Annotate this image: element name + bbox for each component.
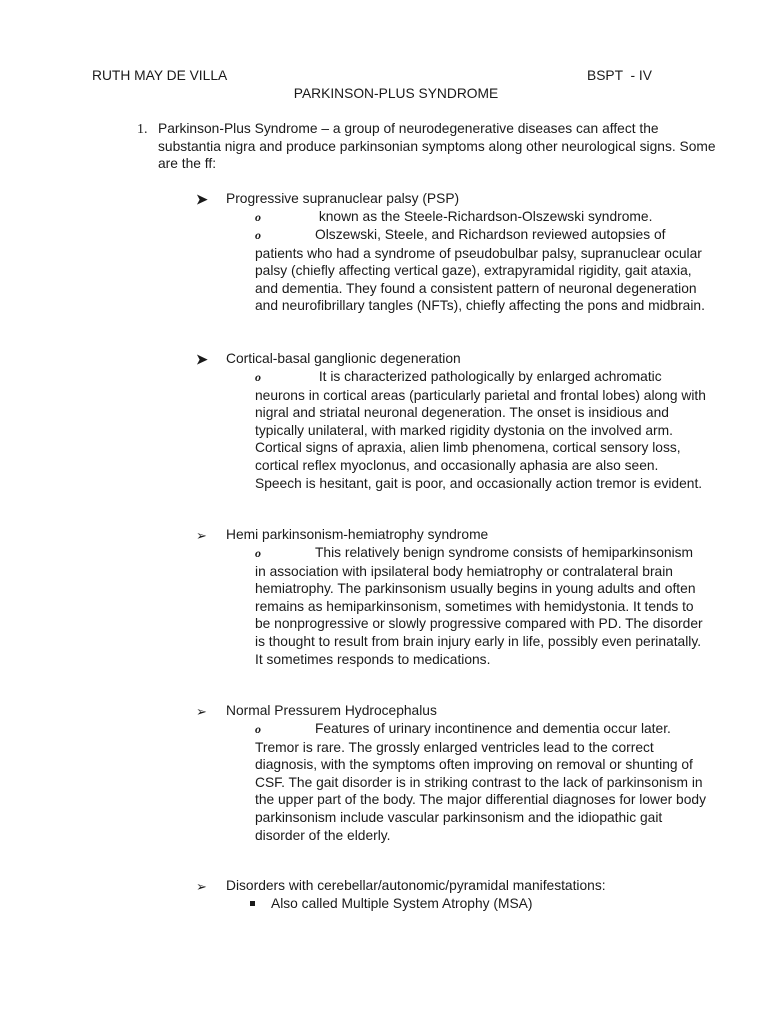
section-paragraph: [255, 544, 707, 668]
section-title-cbgd: Cortical-basal ganglionic degeneration: [226, 351, 461, 366]
paragraph-text: known as the Steele-Richardson-Olszewski syndrome.: [315, 209, 653, 224]
circle-bullet-icon: o: [255, 722, 261, 736]
arrow-bullet-icon: ➤: [196, 351, 208, 367]
section-paragraph: [255, 208, 707, 227]
circle-bullet-icon: o: [255, 228, 261, 242]
section-title-msa: Disorders with cerebellar/autonomic/pyramidal manifestations:: [226, 878, 606, 893]
course-label: BSPT - IV: [587, 68, 652, 83]
paragraph-text: It is characterized pathologically by enlarged achromatic neurons in cortical areas (particularly parietal and frontal lobes) along with nigral and striatal neuronal degeneration. The onset is insidious and typically unilateral, with marked rigidity dystonia on the involved arm. Cortical signs of apraxia, alien limb phenomena, cortical sensory loss, cortical reflex myoclonus, and occasionally aphasia are also seen. Speech is hesitant, gait is poor, and occasionally action tremor is evident.: [255, 369, 706, 491]
sub-bullet-text: Also called Multiple System Atrophy (MSA): [271, 896, 533, 911]
circle-bullet-icon: o: [255, 210, 261, 224]
paragraph-text: This relatively benign syndrome consists of hemiparkinsonism in association with ipsilateral body hemiatrophy or contralateral brain hemiatrophy. The parkinsonism usually begins in young adults and often remains as hemiparkinsonism, sometimes with hemidystonia. It tends to be nonprogressive or slowly progressive compared with PD. The disorder is thought to result from brain injury early in life, possibly even perinatally. It sometimes responds to medications.: [255, 545, 703, 667]
section-title-hemi: Hemi parkinsonism-hemiatrophy syndrome: [226, 527, 489, 542]
page-title: PARKINSON-PLUS SYNDROME: [293, 86, 499, 101]
intro-paragraph: Parkinson-Plus Syndrome – a group of neurodegenerative diseases can affect the substantia nigra and produce parkinsonian symptoms along other neurological signs. Some are the ff:: [158, 121, 716, 172]
square-bullet-icon: [250, 901, 255, 906]
circle-bullet-icon: o: [255, 546, 261, 560]
list-number: 1.: [137, 122, 148, 137]
arrow-outline-bullet-icon: ➢: [196, 704, 207, 719]
section-paragraph: [255, 720, 707, 844]
circle-bullet-icon: o: [255, 370, 261, 384]
section-paragraph: [255, 226, 707, 315]
paragraph-text: Olszewski, Steele, and Richardson reviewed autopsies of patients who had a syndrome of pseudobulbar palsy, supranuclear ocular palsy (chiefly affecting vertical gaze), extrapyramidal rigidity, gait ataxia, and dementia. They found a consistent pattern of neuronal degeneration and neurofibrillary tangles (NFTs), chiefly affecting the pons and midbrain.: [255, 227, 705, 314]
section-paragraph: [255, 368, 707, 492]
arrow-bullet-icon: ➤: [196, 191, 208, 207]
section-title-psp: Progressive supranuclear palsy (PSP): [226, 191, 460, 206]
section-title-nph: Normal Pressurem Hydrocephalus: [226, 703, 437, 718]
arrow-outline-bullet-icon: ➢: [196, 528, 207, 543]
paragraph-text: Features of urinary incontinence and dementia occur later. Tremor is rare. The grossly enlarged ventricles lead to the correct diagnosis, with the symptoms often improving on removal or shunting of CSF. The gait disorder is in striking contrast to the lack of parkinsonism in the upper part of the body. The major differential diagnoses for lower body parkinsonism include vascular parkinsonism and the idiopathic gait disorder of the elderly.: [255, 721, 706, 843]
author-name: RUTH MAY DE VILLA: [92, 68, 228, 83]
arrow-outline-bullet-icon: ➢: [196, 879, 207, 894]
